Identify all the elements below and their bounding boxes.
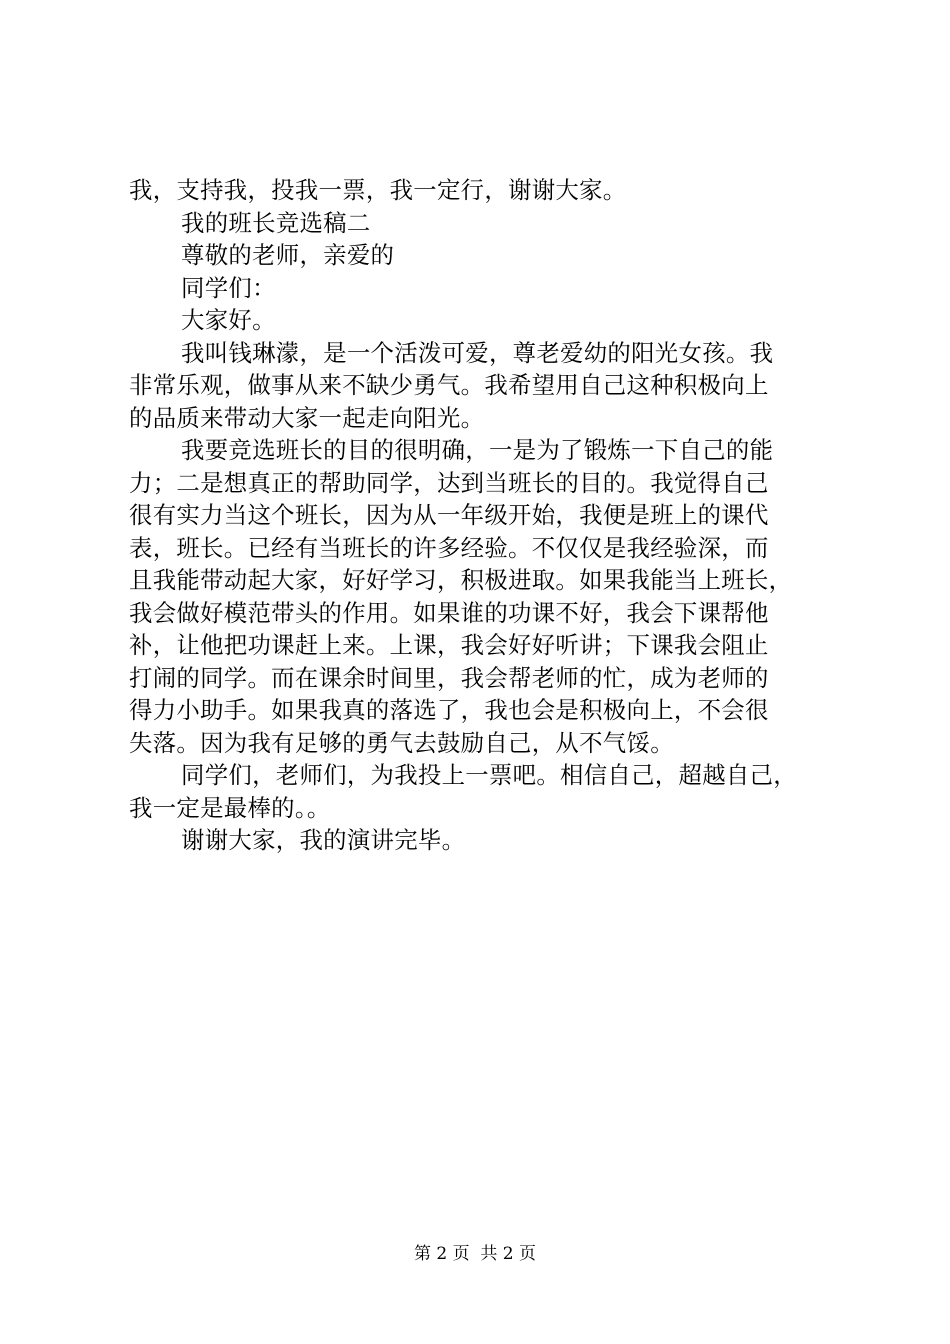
document-body — [129, 174, 841, 857]
text-line: 非常乐观，做事从来不缺少勇气。我希望用自己这种积极向上 — [129, 371, 769, 399]
text-line: 且我能带动起大家，好好学习，积极进取。如果我能当上班长， — [129, 566, 793, 594]
text-line: 很有实力当这个班长，因为从一年级开始，我便是班上的课代 — [129, 501, 769, 529]
section-title: 我的班长竞选稿二 — [181, 208, 371, 237]
greeting-line: 大家好。 — [181, 306, 276, 334]
page-number-footer: 第 2 页 共 2 页 — [413, 1244, 537, 1264]
text-line: 我要竞选班长的目的很明确，一是为了锻炼一下自己的能 — [181, 436, 774, 464]
text-line: 力；二是想真正的帮助同学，达到当班长的目的。我觉得自己 — [129, 468, 769, 497]
text-line: 我，支持我，投我一票，我一定行，谢谢大家。 — [129, 176, 627, 204]
salutation-line: 尊敬的老师，亲爱的 — [181, 241, 395, 269]
text-line: 同学们，老师们，为我投上一票吧。相信自己，超越自己， — [181, 761, 797, 789]
text-line: 我一定是最棒的。。 — [129, 793, 331, 822]
text-line: 补，让他把功课赶上来。上课，我会好好听讲；下课我会阻止 — [129, 631, 769, 659]
text-line: 我会做好模范带头的作用。如果谁的功课不好，我会下课帮他 — [129, 598, 769, 627]
text-line: 的品质来带动大家一起走向阳光。 — [129, 403, 485, 432]
text-line: 表，班长。已经有当班长的许多经验。不仅仅是我经验深，而 — [129, 533, 769, 562]
text-line: 得力小助手。如果我真的落选了，我也会是积极向上，不会很 — [129, 696, 769, 724]
text-line: 打闹的同学。而在课余时间里，我会帮老师的忙，成为老师的 — [129, 663, 769, 692]
text-line: 我叫钱琳濛，是一个活泼可爱，尊老爱幼的阳光女孩。我 — [181, 338, 774, 367]
text-line: 失落。因为我有足够的勇气去鼓励自己，从不气馁。 — [129, 728, 674, 757]
salutation-line: 同学们： — [181, 273, 276, 302]
closing-line: 谢谢大家，我的演讲完毕。 — [181, 826, 466, 854]
